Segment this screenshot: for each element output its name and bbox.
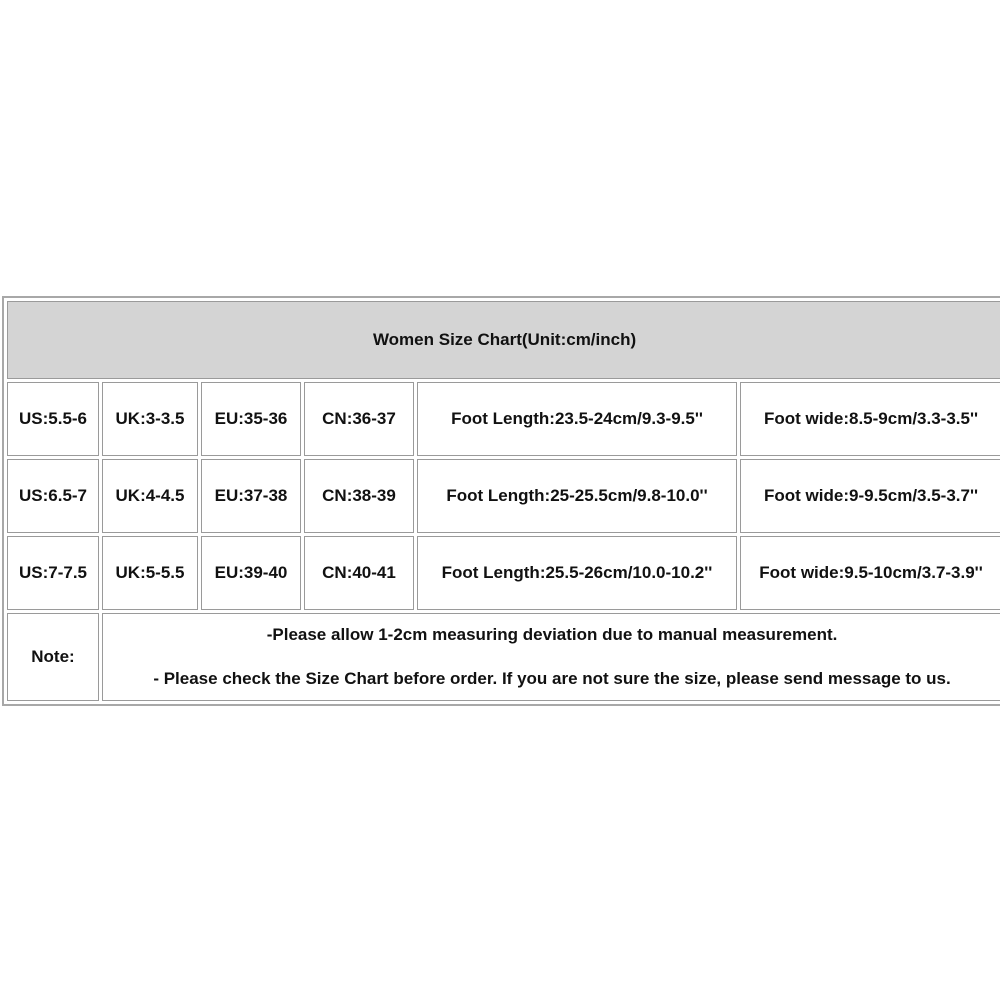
- eu-size-cell: EU:35-36: [201, 382, 301, 456]
- title-row: [7, 301, 1000, 379]
- us-size-cell: US:7-7.5: [7, 536, 99, 610]
- table-row: [7, 459, 1000, 533]
- table-title: Women Size Chart(Unit:cm/inch): [7, 301, 1000, 379]
- uk-size-cell: UK:3-3.5: [102, 382, 198, 456]
- foot-wide-cell: Foot wide:8.5-9cm/3.3-3.5'': [740, 382, 1000, 456]
- us-size-cell: US:6.5-7: [7, 459, 99, 533]
- table-row: [7, 382, 1000, 456]
- size-chart-table: [2, 296, 1000, 706]
- table-row: [7, 536, 1000, 610]
- cn-size-cell: CN:40-41: [304, 536, 414, 610]
- eu-size-cell: EU:37-38: [201, 459, 301, 533]
- foot-length-cell: Foot Length:23.5-24cm/9.3-9.5'': [417, 382, 737, 456]
- foot-wide-cell: Foot wide:9.5-10cm/3.7-3.9'': [740, 536, 1000, 610]
- note-content: [102, 613, 1000, 701]
- foot-length-cell: Foot Length:25-25.5cm/9.8-10.0'': [417, 459, 737, 533]
- note-label: Note:: [7, 613, 99, 701]
- note-line-check-size: - Please check the Size Chart before order. If you are not sure the size, please send message to us.: [153, 669, 951, 688]
- foot-length-cell: Foot Length:25.5-26cm/10.0-10.2'': [417, 536, 737, 610]
- foot-wide-cell: Foot wide:9-9.5cm/3.5-3.7'': [740, 459, 1000, 533]
- uk-size-cell: UK:4-4.5: [102, 459, 198, 533]
- us-size-cell: US:5.5-6: [7, 382, 99, 456]
- cn-size-cell: CN:36-37: [304, 382, 414, 456]
- cn-size-cell: CN:38-39: [304, 459, 414, 533]
- uk-size-cell: UK:5-5.5: [102, 536, 198, 610]
- note-line-deviation: -Please allow 1-2cm measuring deviation due to manual measurement.: [266, 625, 838, 644]
- note-row: [7, 613, 1000, 701]
- eu-size-cell: EU:39-40: [201, 536, 301, 610]
